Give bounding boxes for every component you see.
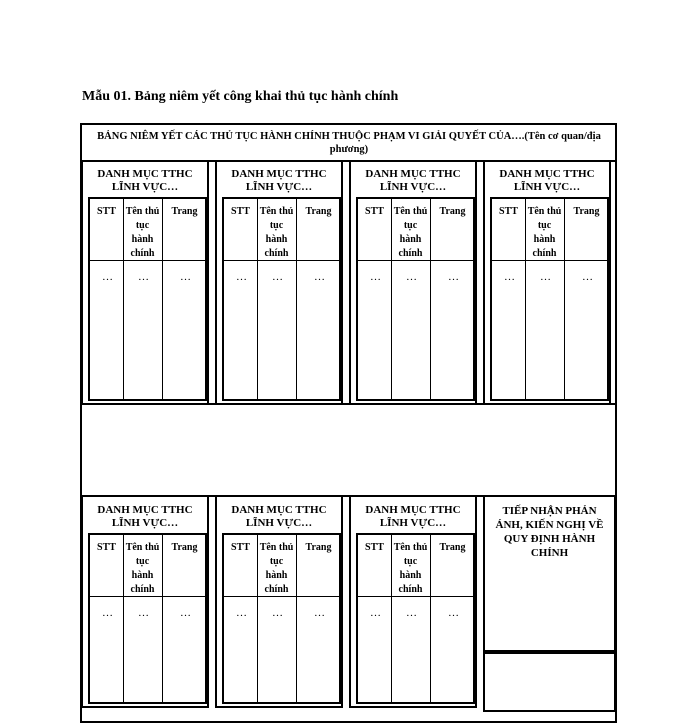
col-header-page: Trang <box>573 206 600 217</box>
col-header-stt: STT <box>97 542 116 553</box>
col-header-stt: STT <box>231 542 250 553</box>
col-header-procedure-name: tục <box>135 556 150 567</box>
placeholder-stt: … <box>370 607 381 619</box>
panel-title-line1: DANH MỤC TTHC <box>231 168 327 180</box>
placeholder-procedure: … <box>406 607 417 619</box>
feedback-title-line: ÁNH, KIẾN NGHỊ VỀ <box>495 519 604 531</box>
col-header-procedure-name: Tên thủ <box>527 206 562 217</box>
col-header-procedure-name: chính <box>264 584 289 595</box>
panel-title-line1: DANH MỤC TTHC <box>365 168 461 180</box>
placeholder-page: … <box>582 271 593 283</box>
col-header-procedure-name: hành <box>533 234 556 245</box>
header-row-divider <box>490 260 609 261</box>
col-header-procedure-name: Tên thủ <box>125 206 160 217</box>
panel-title-line1: DANH MỤC TTHC <box>231 504 327 516</box>
column-divider <box>430 197 431 401</box>
placeholder-page: … <box>314 271 325 283</box>
placeholder-stt: … <box>236 271 247 283</box>
col-header-page: Trang <box>439 542 466 553</box>
placeholder-procedure: … <box>138 271 149 283</box>
col-header-page: Trang <box>171 542 198 553</box>
panel-title-line2: LĨNH VỰC… <box>379 517 447 529</box>
panel-title-line2: LĨNH VỰC… <box>245 181 313 193</box>
panel-title-line1: DANH MỤC TTHC <box>97 168 193 180</box>
placeholder-procedure: … <box>540 271 551 283</box>
column-divider <box>296 197 297 401</box>
col-header-page: Trang <box>439 206 466 217</box>
col-header-stt: STT <box>231 206 250 217</box>
board-heading: BẢNG NIÊM YẾT CÁC THỦ TỤC HÀNH CHÍNH THUỘC PHẠM VI GIẢI QUYẾT CỦA….(Tên cơ quan/địa phương) <box>97 131 601 155</box>
col-header-procedure-name: tục <box>403 556 418 567</box>
placeholder-procedure: … <box>406 271 417 283</box>
col-header-stt: STT <box>499 206 518 217</box>
panel-title-line2: LĨNH VỰC… <box>111 181 179 193</box>
col-header-procedure-name: hành <box>399 570 422 581</box>
placeholder-page: … <box>180 607 191 619</box>
header-row-divider <box>356 596 475 597</box>
col-header-stt: STT <box>97 206 116 217</box>
header-row-divider <box>222 596 341 597</box>
panel-title-line1: DANH MỤC TTHC <box>499 168 595 180</box>
col-header-procedure-name: hành <box>131 234 154 245</box>
column-divider <box>430 533 431 704</box>
panel-title-line2: LĨNH VỰC… <box>245 517 313 529</box>
placeholder-page: … <box>180 271 191 283</box>
feedback-title-line: QUY ĐỊNH HÀNH <box>503 533 596 545</box>
col-header-procedure-name: hành <box>265 570 288 581</box>
col-header-procedure-name: chính <box>130 248 155 259</box>
panel-title-line2: LĨNH VỰC… <box>111 517 179 529</box>
col-header-procedure-name: hành <box>399 234 422 245</box>
col-header-procedure-name: Tên thủ <box>259 542 294 553</box>
placeholder-stt: … <box>102 271 113 283</box>
placeholder-procedure: … <box>272 607 283 619</box>
panel-title-line1: DANH MỤC TTHC <box>365 504 461 516</box>
placeholder-stt: … <box>504 271 515 283</box>
feedback-title-line: CHÍNH <box>530 547 569 559</box>
col-header-procedure-name: chính <box>398 248 423 259</box>
col-header-page: Trang <box>305 206 332 217</box>
column-divider <box>162 197 163 401</box>
column-divider <box>162 533 163 704</box>
header-row-divider <box>356 260 475 261</box>
col-header-procedure-name: tục <box>269 220 284 231</box>
feedback-lower-box <box>483 652 616 712</box>
document-title: Mẫu 01. Bảng niêm yết công khai thủ tục hành chính <box>82 89 399 104</box>
col-header-page: Trang <box>171 206 198 217</box>
col-header-stt: STT <box>365 542 384 553</box>
col-header-page: Trang <box>305 542 332 553</box>
col-header-procedure-name: chính <box>264 248 289 259</box>
placeholder-page: … <box>448 271 459 283</box>
panel-title-line1: DANH MỤC TTHC <box>97 504 193 516</box>
placeholder-procedure: … <box>272 271 283 283</box>
col-header-procedure-name: hành <box>265 234 288 245</box>
col-header-procedure-name: tục <box>269 556 284 567</box>
placeholder-stt: … <box>370 271 381 283</box>
col-header-procedure-name: chính <box>532 248 557 259</box>
placeholder-page: … <box>448 607 459 619</box>
col-header-procedure-name: Tên thủ <box>125 542 160 553</box>
panel-title-line2: LĨNH VỰC… <box>379 181 447 193</box>
col-header-procedure-name: Tên thủ <box>393 542 428 553</box>
header-row-divider <box>88 260 207 261</box>
feedback-title-line: TIẾP NHẬN PHẢN <box>502 505 597 517</box>
placeholder-stt: … <box>102 607 113 619</box>
col-header-procedure-name: Tên thủ <box>259 206 294 217</box>
header-row-divider <box>88 596 207 597</box>
col-header-procedure-name: chính <box>398 584 423 595</box>
col-header-stt: STT <box>365 206 384 217</box>
col-header-procedure-name: tục <box>135 220 150 231</box>
header-row-divider <box>222 260 341 261</box>
column-divider <box>296 533 297 704</box>
col-header-procedure-name: tục <box>403 220 418 231</box>
col-header-procedure-name: chính <box>130 584 155 595</box>
col-header-procedure-name: hành <box>131 570 154 581</box>
placeholder-page: … <box>314 607 325 619</box>
column-divider <box>564 197 565 401</box>
panel-title-line2: LĨNH VỰC… <box>513 181 581 193</box>
placeholder-stt: … <box>236 607 247 619</box>
col-header-procedure-name: tục <box>537 220 552 231</box>
col-header-procedure-name: Tên thủ <box>393 206 428 217</box>
placeholder-procedure: … <box>138 607 149 619</box>
